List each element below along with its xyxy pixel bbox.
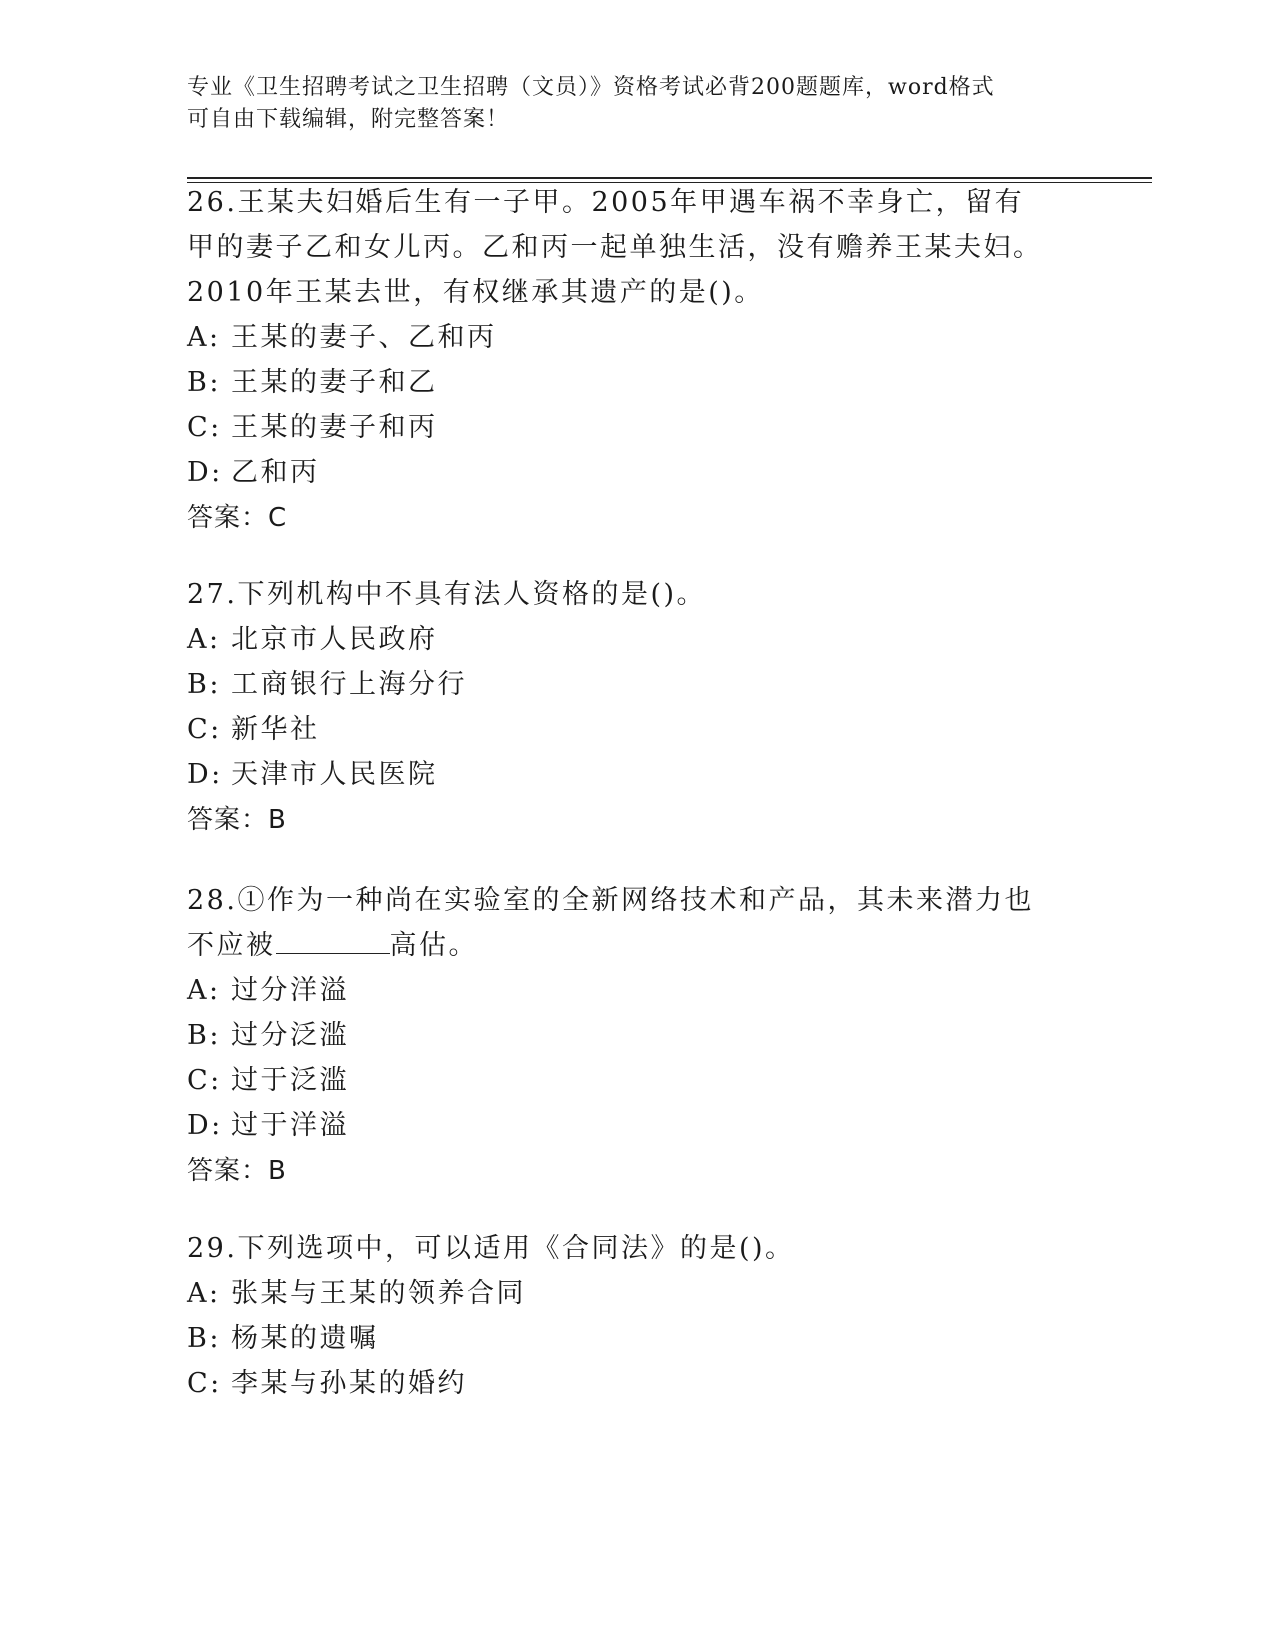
option-letter: A: <box>187 975 221 1006</box>
option-text: 过于泛滥 <box>231 1065 349 1096</box>
option-text: 李某与孙某的婚约 <box>231 1368 467 1399</box>
option-letter: C: <box>187 1368 222 1399</box>
option-text: 张某与王某的领养合同 <box>231 1278 526 1309</box>
option-letter: C: <box>187 1065 222 1096</box>
answer-line: 答案：B <box>187 805 287 835</box>
option-text: 王某的妻子、乙和丙 <box>231 322 497 353</box>
option-text: 北京市人民政府 <box>231 624 438 655</box>
question-text: 27.下列机构中不具有法人资格的是()。 <box>187 579 707 610</box>
option-text: 天津市人民医院 <box>231 759 438 790</box>
option-letter: A: <box>187 624 221 655</box>
option-b <box>187 662 1087 707</box>
question-27 <box>187 572 1087 844</box>
document-header <box>187 72 1067 136</box>
option-letter: C: <box>187 714 222 745</box>
answer-line: 答案：B <box>187 1156 287 1186</box>
option-letter: A: <box>187 1278 221 1309</box>
option-text: 王某的妻子和乙 <box>231 367 438 398</box>
option-text: 新华社 <box>231 714 320 745</box>
option-a <box>187 315 1087 360</box>
option-letter: B: <box>187 1020 221 1051</box>
option-text: 王某的妻子和丙 <box>231 412 438 443</box>
question-text: 26.王某夫妇婚后生有一子甲。2005年甲遇车祸不幸身亡，留有甲的妻子乙和女儿丙。乙和丙一起单独生活，没有赡养王某夫妇。2010年王某去世，有权继承其遗产的是()。 <box>187 187 1043 308</box>
option-d <box>187 752 1087 797</box>
question-text: 29.下列选项中，可以适用《合同法》的是()。 <box>187 1233 795 1264</box>
fill-in-blank <box>276 927 390 954</box>
question-text <box>187 878 1057 968</box>
option-letter: B: <box>187 1323 221 1354</box>
option-letter: C: <box>187 412 222 443</box>
question-text-before-blank: 28.①作为一种尚在实验室的全新网络技术和产品，其未来潜力也不应被 <box>187 885 1034 961</box>
option-text: 过于洋溢 <box>231 1110 349 1141</box>
option-text: 过分泛滥 <box>231 1020 349 1051</box>
option-c <box>187 1361 1087 1406</box>
answer-line: 答案：C <box>187 503 288 533</box>
option-b <box>187 1013 1087 1058</box>
option-a <box>187 1271 1087 1316</box>
option-a <box>187 617 1087 662</box>
header-divider-thick <box>187 177 1152 179</box>
question-26 <box>187 180 1087 542</box>
option-a <box>187 968 1087 1013</box>
option-letter: D: <box>187 1110 223 1141</box>
question-29 <box>187 1226 1087 1406</box>
option-text: 杨某的遗嘱 <box>231 1323 379 1354</box>
option-text: 工商银行上海分行 <box>231 669 467 700</box>
header-title-line-1: 专业《卫生招聘考试之卫生招聘（文员）》资格考试必背200题题库，word格式 <box>187 75 995 100</box>
option-d <box>187 1103 1087 1148</box>
option-letter: D: <box>187 457 223 488</box>
option-d <box>187 450 1087 495</box>
option-letter: B: <box>187 669 221 700</box>
option-c <box>187 1058 1087 1103</box>
option-letter: B: <box>187 367 221 398</box>
option-letter: A: <box>187 322 221 353</box>
option-c <box>187 405 1087 450</box>
header-title-line-2: 可自由下载编辑，附完整答案！ <box>187 107 510 132</box>
option-text: 过分洋溢 <box>231 975 349 1006</box>
option-b <box>187 1316 1087 1361</box>
option-text: 乙和丙 <box>231 457 320 488</box>
question-28 <box>187 878 1087 1195</box>
option-letter: D: <box>187 759 223 790</box>
question-text-after-blank: 高估。 <box>389 930 478 961</box>
option-c <box>187 707 1087 752</box>
option-b <box>187 360 1087 405</box>
